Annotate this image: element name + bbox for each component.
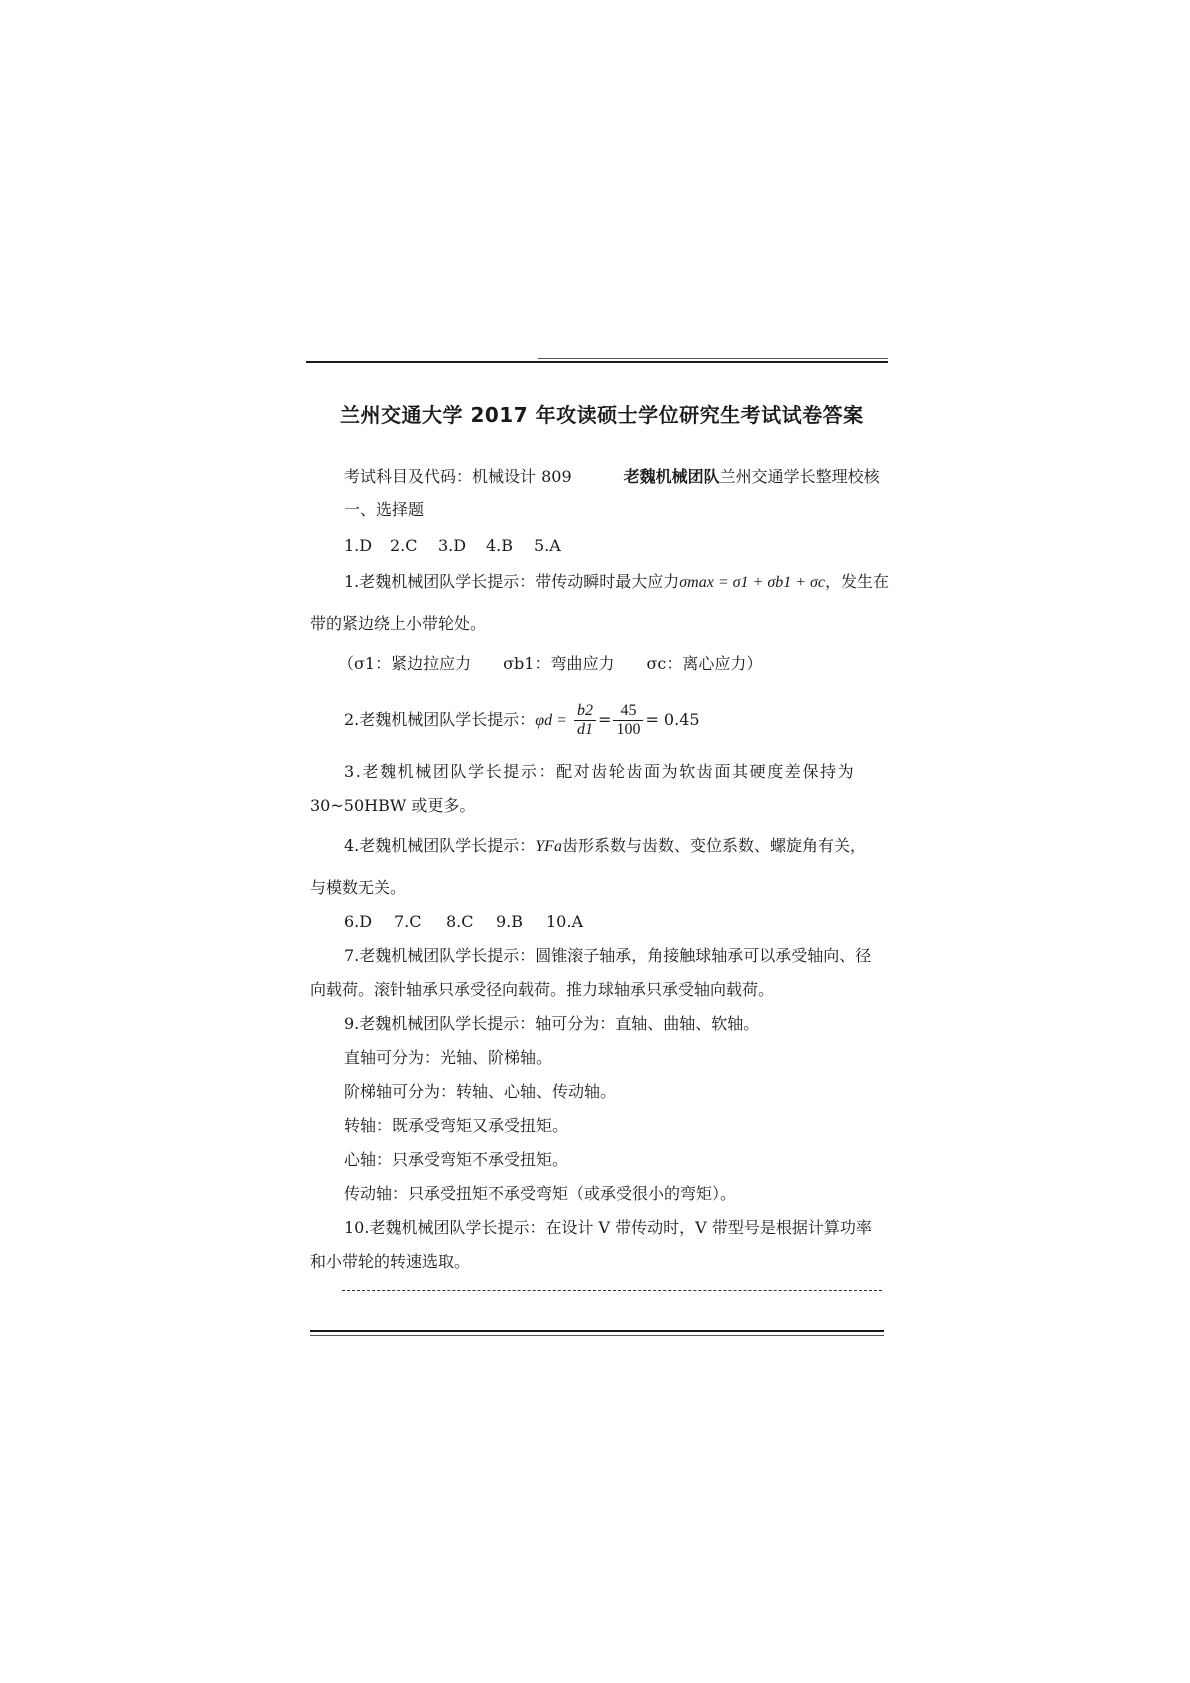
hint4-suffix: 齿形系数与齿数、变位系数、螺旋角有关， (561, 836, 866, 855)
hint7-line1: 7.老魏机械团队学长提示：圆锥滚子轴承，角接触球轴承可以承受轴向、径 (344, 946, 872, 965)
hint9-line2: 直轴可分为：光轴、阶梯轴。 (344, 1048, 553, 1067)
hint1-formula: σmax = σ1 + σb1 + σc (679, 574, 825, 591)
answer-item: 6.D (344, 912, 373, 931)
hint9-line3: 阶梯轴可分为：转轴、心轴、传动轴。 (344, 1082, 617, 1101)
bottom-rule-thick (310, 1330, 884, 1332)
hint1-legend: （σ1：紧边拉应力 σb1：弯曲应力 σc：离心应力） (338, 654, 763, 673)
answer-item: 5.A (534, 536, 561, 555)
hint2-lhs: φd = (535, 712, 567, 729)
answer-item: 10.A (546, 912, 583, 931)
hint4-prefix: 4.老魏机械团队学长提示： (344, 836, 536, 855)
hint9-line5: 心轴：只承受弯矩不承受扭矩。 (344, 1150, 569, 1169)
hint1-prefix: 1.老魏机械团队学长提示：带传动瞬时最大应力 (344, 572, 680, 591)
fraction-45-100: $\frac{45}{100}$ (613, 702, 643, 739)
answer-item: 7.C (394, 912, 422, 931)
hint9-line4: 转轴：既承受弯矩又承受扭矩。 (344, 1116, 569, 1135)
top-rule-thick (306, 361, 888, 363)
hint2-result: = 0.45 (645, 710, 700, 729)
answer-item: 3.D (438, 536, 467, 555)
subject-label: 考试科目及代码：机械设计 809 (344, 467, 572, 486)
fraction-b2-d1: $\frac{b2}{d1}$ (574, 702, 596, 739)
dashed-separator (342, 1290, 882, 1291)
bottom-rule-thin (310, 1335, 884, 1336)
hint1-line2: 带的紧边绕上小带轮处。 (310, 614, 487, 633)
hint7-line2: 向载荷。滚针轴承只承受径向载荷。推力球轴承只承受轴向载荷。 (310, 980, 775, 999)
hint4-line1 (344, 836, 866, 857)
answers-row-1 (344, 536, 561, 556)
top-rule-thin (538, 358, 888, 359)
subject-line (344, 467, 880, 487)
answer-item: 4.B (486, 536, 514, 555)
hint1-suffix: ，发生在 (825, 572, 890, 591)
team-suffix: 兰州交通学长整理校核 (719, 467, 880, 486)
hint3-line1: 3.老魏机械团队学长提示：配对齿轮齿面为软齿面其硬度差保持为 (344, 762, 856, 781)
hint4-symbol: YFa (535, 838, 562, 855)
hint1-line1 (344, 572, 889, 593)
hint9-line6: 传动轴：只承受扭矩不承受弯矩（或承受很小的弯矩）。 (344, 1184, 737, 1203)
answer-item: 9.B (496, 912, 524, 931)
hint2-prefix: 2.老魏机械团队学长提示： (344, 710, 536, 729)
hint9-line1: 9.老魏机械团队学长提示：轴可分为：直轴、曲轴、软轴。 (344, 1014, 760, 1033)
hint10-line2: 和小带轮的转速选取。 (310, 1252, 471, 1271)
section-heading: 一、选择题 (344, 500, 425, 519)
answer-item: 8.C (446, 912, 474, 931)
answers-row-2 (344, 912, 583, 932)
document-title: 兰州交通大学 2017 年攻读硕士学位研究生考试试卷答案 (340, 403, 864, 427)
answer-item: 2.C (390, 536, 418, 555)
hint3-line2: 30~50HBW 或更多。 (310, 796, 476, 815)
hint2-line: 2.老魏机械团队学长提示：φd = $\frac{b2}{d1}$ = $\frac{45}{100}$ = 0.45 (344, 702, 700, 738)
hint10-line1: 10.老魏机械团队学长提示：在设计 V 带传动时，V 带型号是根据计算功率 (344, 1218, 872, 1237)
answer-item: 1.D (344, 536, 373, 555)
team-name: 老魏机械团队 (623, 467, 720, 486)
hint4-line2: 与模数无关。 (310, 878, 407, 897)
